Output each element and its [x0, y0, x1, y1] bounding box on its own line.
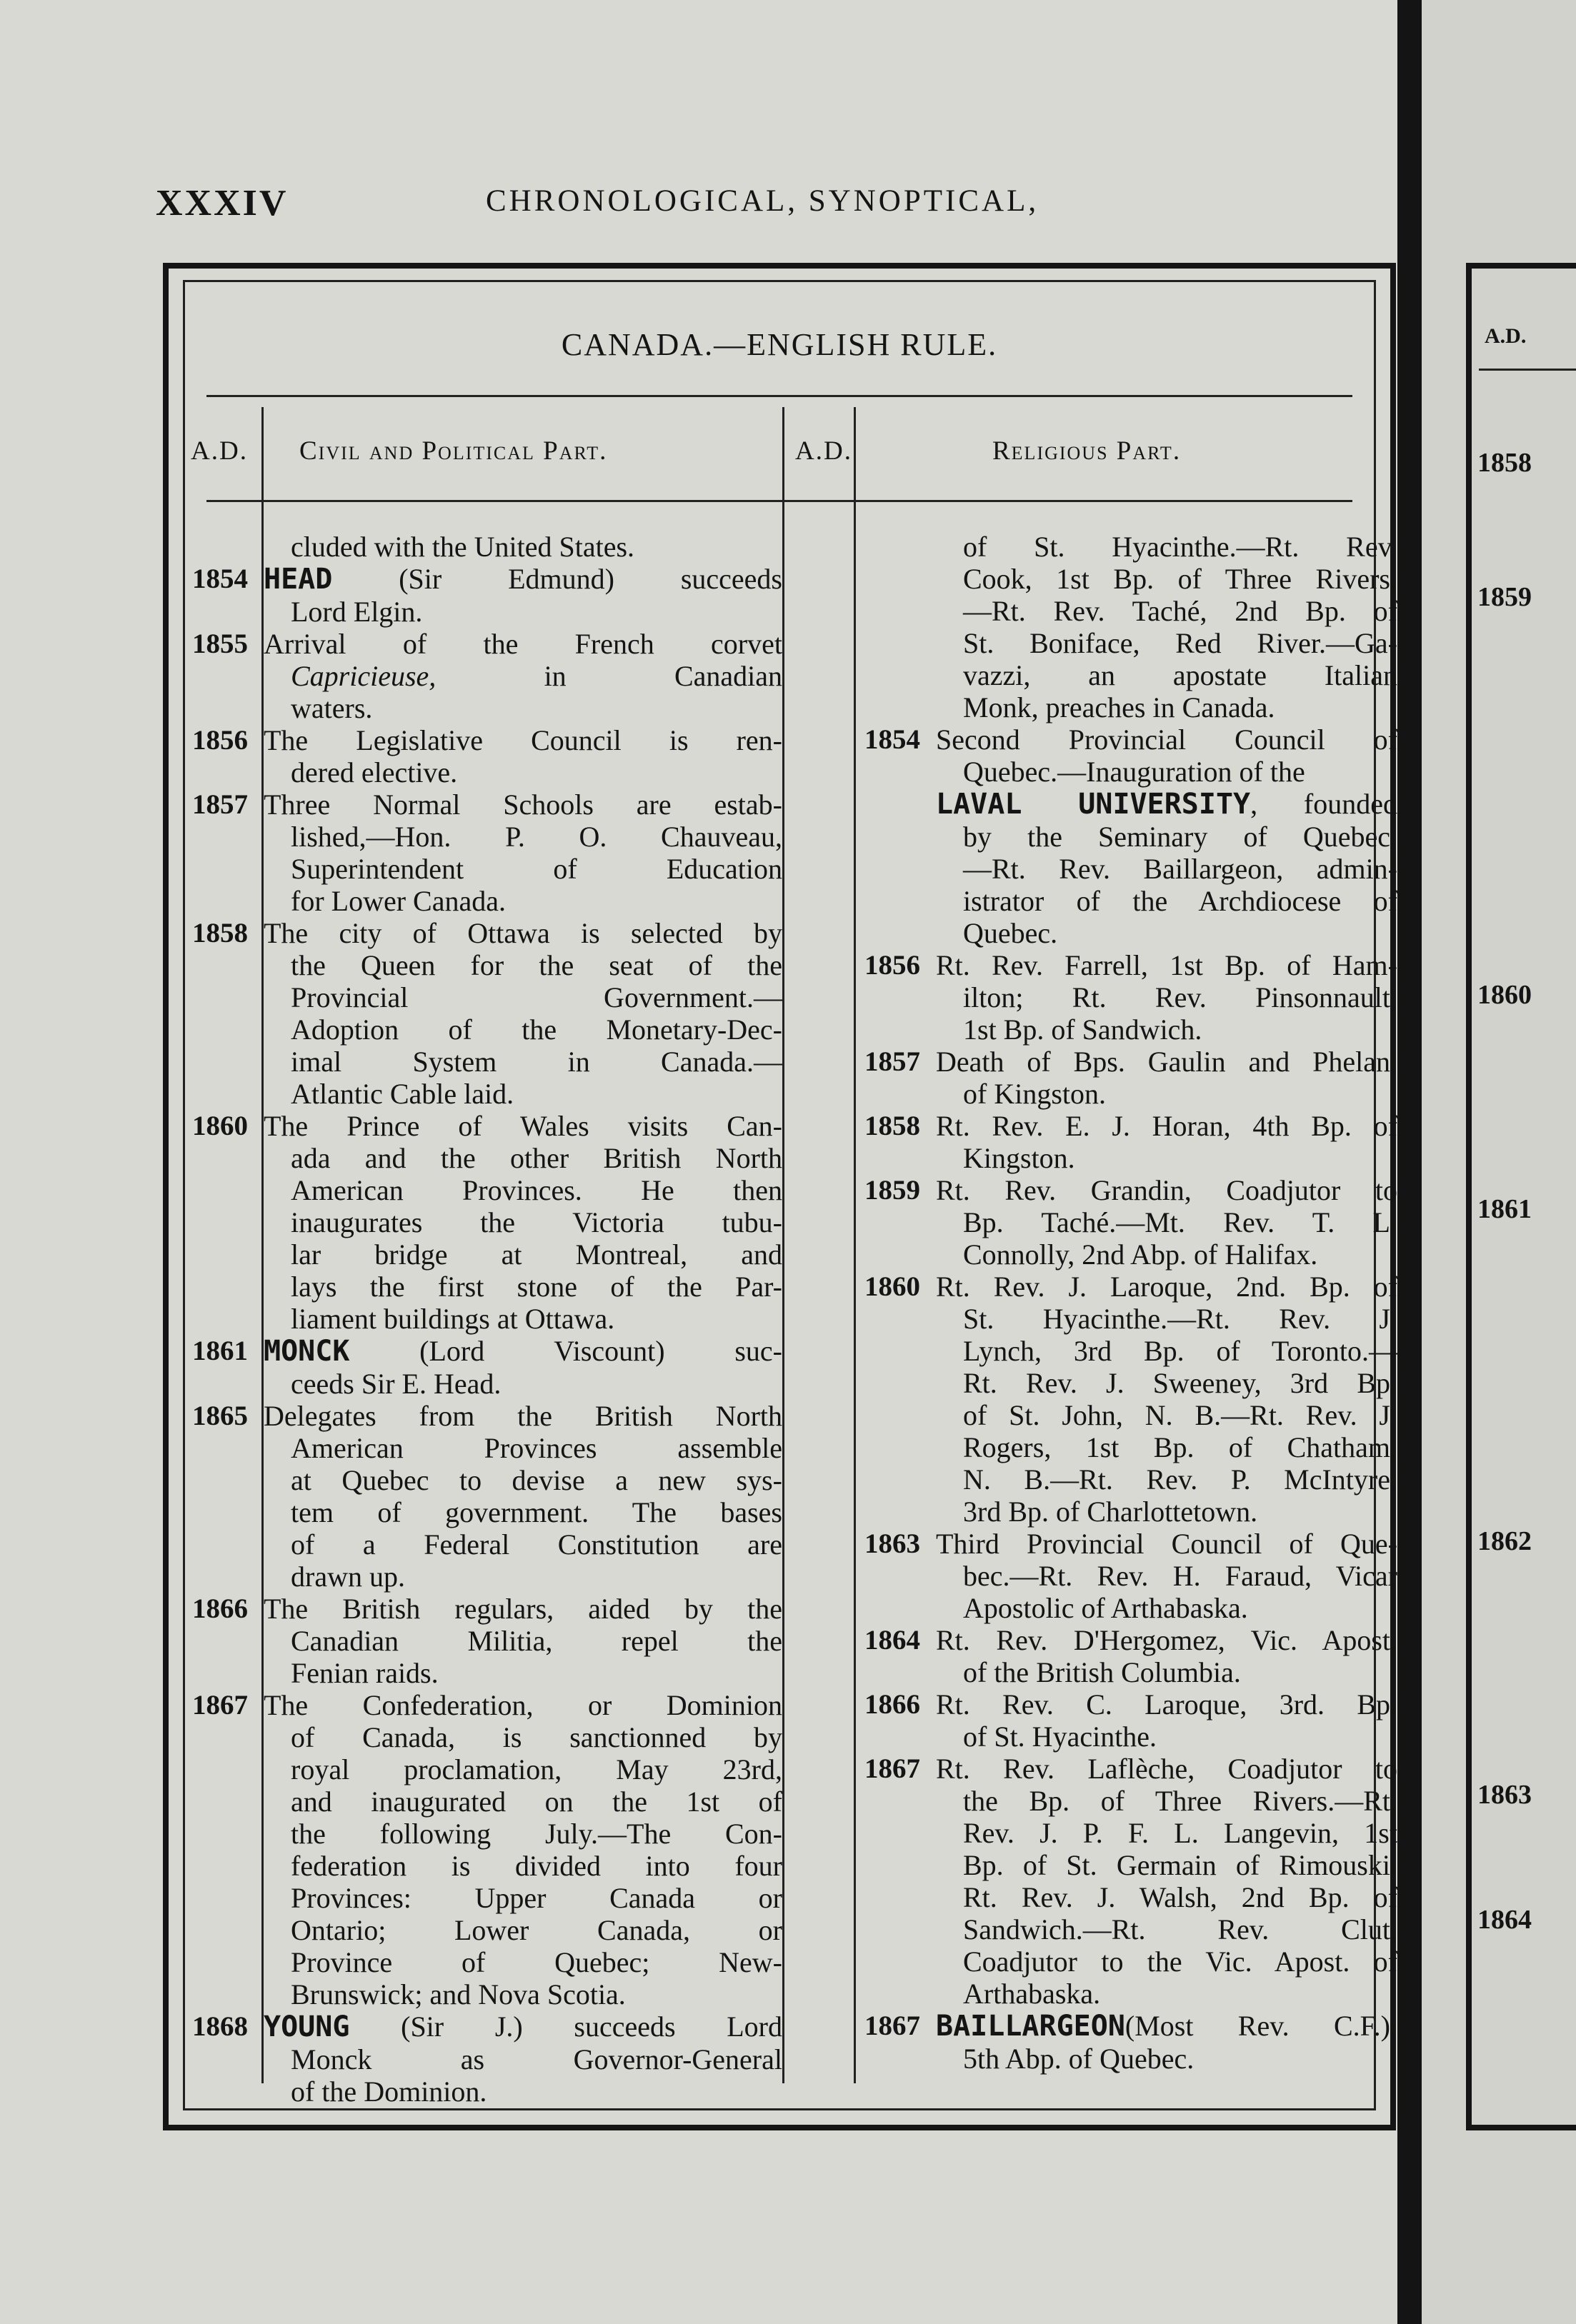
entry-year: 1866: [192, 1593, 248, 1624]
entry-line: vazzi, an apostate Italian: [963, 659, 1397, 691]
entry-line: drawn up.: [291, 1561, 405, 1593]
entry-year: 1859: [864, 1175, 920, 1206]
entry-line: The Prince of Wales visits Can-: [264, 1110, 782, 1142]
entry-text: [936, 1174, 1397, 1271]
chronology-entry: [192, 724, 782, 788]
civil-column: [192, 531, 782, 2108]
entry-year: 1861: [192, 1336, 248, 1366]
entry-line: Third Provincial Council of Que-: [936, 1528, 1397, 1560]
entry-name-rest: (Sir J.) succeeds Lord: [349, 2010, 782, 2043]
entry-year: [864, 531, 936, 723]
entry-text: [936, 1046, 1397, 1110]
col-head-religious: Religious Part.: [992, 436, 1182, 466]
entry-text: [264, 724, 782, 788]
entry-line: liament buildings at Ottawa.: [291, 1303, 615, 1335]
entry-text: [264, 531, 782, 563]
chronology-entry: [192, 531, 782, 563]
entry-text: [936, 1624, 1397, 1688]
entry-line: Lord Elgin.: [291, 596, 423, 628]
entry-line: Adoption of the Monetary-Dec-: [291, 1013, 782, 1046]
entry-line: —Rt. Rev. Taché, 2nd Bp. of: [963, 595, 1397, 627]
entry-name: LAVAL UNIVERSITY: [936, 788, 1251, 821]
entry-line: of a Federal Constitution are: [291, 1528, 782, 1561]
entry-line: royal proclamation, May 23rd,: [291, 1753, 782, 1785]
entry-text: [264, 1335, 782, 1400]
entry-line: Rt. Rev. Grandin, Coadjutor to: [936, 1174, 1397, 1206]
entry-line: dered elective.: [291, 756, 458, 788]
entry-line: Bp. Taché.—Mt. Rev. T. L.: [963, 1206, 1397, 1238]
entry-text: [264, 1593, 782, 1689]
entry-text: [936, 531, 1397, 723]
entry-year: 1868: [192, 2011, 248, 2042]
chronology-entry: [192, 917, 782, 1110]
entry-year: 1865: [192, 1401, 248, 1431]
entry-line: of St. John, N. B.—Rt. Rev. J.: [963, 1399, 1397, 1431]
entry-line: tem of government. The bases: [291, 1496, 782, 1528]
facing-col-head-ad: A.D.: [1485, 324, 1527, 348]
entry-line: The British regulars, aided by the: [264, 1593, 782, 1625]
chronology-entry: [864, 1271, 1397, 1528]
entry-line: imal System in Canada.—: [291, 1046, 782, 1078]
entry-name-rest: , founded: [1250, 788, 1398, 820]
entry-line: Cook, 1st Bp. of Three Rivers.: [963, 563, 1397, 595]
entry-line: Coadjutor to the Vic. Apost. of: [963, 1945, 1397, 1978]
entry-name: YOUNG: [264, 2010, 350, 2043]
entry-line: Arthabaska.: [963, 1978, 1101, 2010]
entry-line: Province of Quebec; New-: [291, 1946, 782, 1978]
chronology-entry: [864, 1046, 1397, 1110]
entry-year: 1857: [864, 1046, 920, 1077]
entry-line: 5th Abp. of Quebec.: [963, 2043, 1195, 2075]
entry-line: lays the first stone of the Par-: [291, 1271, 782, 1303]
entry-line: Connolly, 2nd Abp. of Halifax.: [963, 1238, 1318, 1271]
entry-line: of the British Columbia.: [963, 1656, 1241, 1688]
entry-line: The city of Ottawa is selected by: [264, 917, 782, 949]
entry-text: [936, 1528, 1397, 1624]
entry-line: lished,—Hon. P. O. Chauveau,: [291, 821, 782, 853]
entry-line: Canadian Militia, repel the: [291, 1625, 782, 1657]
entry-line: Rt. Rev. D'Hergomez, Vic. Apost.: [936, 1624, 1397, 1656]
entry-line: Provincial Government.—: [291, 981, 782, 1013]
entry-line: Lynch, 3rd Bp. of Toronto.—: [963, 1335, 1397, 1367]
entry-line: [936, 2010, 1397, 2043]
table-title: CANADA.—ENGLISH RULE.: [561, 327, 998, 362]
facing-year: 1859: [1477, 582, 1532, 612]
title-rule: [206, 395, 1352, 397]
entry-text: [936, 1688, 1397, 1753]
entry-line: Rt. Rev. Laflèche, Coadjutor to: [936, 1753, 1397, 1785]
chronology-entry: [864, 2010, 1397, 2075]
entry-line: ceeds Sir E. Head.: [291, 1368, 502, 1400]
entry-line: American Provinces assemble: [291, 1432, 782, 1464]
entry-text: [936, 949, 1397, 1046]
entry-line: the following July.—The Con-: [291, 1818, 782, 1850]
entry-text: [264, 628, 782, 724]
entry-line: Rt. Rev. J. Walsh, 2nd Bp. of: [963, 1881, 1397, 1913]
entry-line: Death of Bps. Gaulin and Phelan,: [936, 1046, 1397, 1078]
entry-line: Rt. Rev. C. Laroque, 3rd. Bp.: [936, 1688, 1397, 1721]
page-folio: XXXIV: [156, 183, 289, 224]
chronology-entry: [864, 949, 1397, 1046]
entry-line: Provinces: Upper Canada or: [291, 1882, 782, 1914]
entry-line: federation is divided into four: [291, 1850, 782, 1882]
entry-line: Fenian raids.: [291, 1657, 439, 1689]
entry-year: 1854: [864, 724, 920, 755]
entry-text: [264, 1689, 782, 2010]
page-header: [0, 182, 1397, 232]
chronology-entry: [864, 1528, 1397, 1624]
entry-year: 1857: [192, 789, 248, 820]
entry-year: 1866: [864, 1689, 920, 1720]
entry-text: [936, 1753, 1397, 2010]
table-inner-border: [183, 280, 1398, 2110]
chronology-entry: [192, 1400, 782, 1593]
divider-civil-religious: [782, 407, 784, 2083]
entry-text: [264, 917, 782, 1110]
chronology-entry: [192, 563, 782, 628]
entry-line: istrator of the Archdiocese of: [963, 885, 1397, 917]
facing-year: 1858: [1477, 448, 1532, 478]
entry-name: BAILLARGEON: [936, 2010, 1125, 2043]
entry-text: [264, 788, 782, 917]
entry-line: by the Seminary of Quebec.: [963, 821, 1397, 853]
chronology-entry: [192, 628, 782, 724]
chronology-entry: [864, 1688, 1397, 1753]
facing-page-table-fragment: [1466, 263, 1576, 2130]
entry-line: Rt. Rev. Farrell, 1st Bp. of Ham-: [936, 949, 1397, 981]
entry-year: 1860: [192, 1111, 248, 1141]
chronology-entry: [192, 788, 782, 917]
entry-line: Brunswick; and Nova Scotia.: [291, 1978, 626, 2010]
entry-line: ilton; Rt. Rev. Pinsonnault,: [963, 981, 1397, 1013]
entry-year: [864, 788, 936, 949]
entry-line: of St. Hyacinthe.—Rt. Rev.: [963, 531, 1397, 563]
entry-line: Rt. Rev. E. J. Horan, 4th Bp. of: [936, 1110, 1397, 1142]
chronology-entry: [864, 531, 1397, 723]
facing-year: 1860: [1477, 980, 1532, 1010]
entry-year: 1863: [864, 1528, 920, 1559]
entry-line: Monck as Governor-General: [291, 2043, 782, 2075]
entry-text: [264, 2010, 782, 2108]
entry-line: bec.—Rt. Rev. H. Faraud, Vicar: [963, 1560, 1397, 1592]
entry-text: [936, 2010, 1397, 2075]
facing-header-rule: [1479, 369, 1576, 371]
entry-line: 1st Bp. of Sandwich.: [963, 1013, 1202, 1046]
entry-line: Capricieuse, in Canadian: [291, 660, 782, 692]
entry-year: 1858: [864, 1111, 920, 1141]
entry-text: [936, 1110, 1397, 1174]
entry-line: Arrival of the French corvet: [264, 628, 782, 660]
entry-line: of Canada, is sanctionned by: [291, 1721, 782, 1753]
entry-line: Three Normal Schools are estab-: [264, 788, 782, 821]
entry-line: American Provinces. He then: [291, 1174, 782, 1206]
entry-year: [192, 531, 264, 563]
entry-name-rest: (Most Rev. C.F.),: [1124, 2010, 1397, 2042]
entry-line: [264, 2010, 782, 2043]
facing-year: 1863: [1477, 1780, 1532, 1810]
entry-name: MONCK: [264, 1335, 350, 1368]
entry-text: [936, 788, 1397, 949]
entry-line: Atlantic Cable laid.: [291, 1078, 514, 1110]
chronology-entry: [864, 1624, 1397, 1688]
entry-text: [936, 1271, 1397, 1528]
entry-line: Apostolic of Arthabaska.: [963, 1592, 1248, 1624]
entry-line: Quebec.: [963, 917, 1058, 949]
entry-line: N. B.—Rt. Rev. P. McIntyre,: [963, 1463, 1397, 1496]
chronology-entry: [192, 2010, 782, 2108]
entry-year: 1867: [864, 1753, 920, 1784]
entry-line: at Quebec to devise a new sys-: [291, 1464, 782, 1496]
running-title: CHRONOLOGICAL, SYNOPTICAL,: [486, 184, 1039, 218]
entry-text: [936, 723, 1397, 788]
entry-line: Sandwich.—Rt. Rev. Clut,: [963, 1913, 1397, 1945]
divider-year-religious: [854, 407, 856, 2083]
entry-line: of St. Hyacinthe.: [963, 1721, 1157, 1753]
entry-line: Kingston.: [963, 1142, 1075, 1174]
chronology-entry: [864, 788, 1397, 949]
col-head-ad-religious: A.D.: [795, 436, 852, 466]
entry-year: 1855: [192, 628, 248, 659]
entry-year: 1856: [864, 950, 920, 981]
facing-year: 1861: [1477, 1194, 1532, 1224]
entry-name-rest: (Sir Edmund) succeeds: [332, 563, 782, 595]
entry-line: The Legislative Council is ren-: [264, 724, 782, 756]
entry-line: St. Boniface, Red River.—Ga-: [963, 627, 1397, 659]
col-head-civil: Civil and Political Part.: [299, 436, 608, 466]
entry-line: The Confederation, or Dominion: [264, 1689, 782, 1721]
entry-line: [936, 788, 1397, 821]
entry-line: cluded with the United States.: [291, 531, 635, 563]
col-head-ad-civil: A.D.: [191, 436, 248, 466]
entry-line: Rogers, 1st Bp. of Chatham,: [963, 1431, 1397, 1463]
facing-year: 1862: [1477, 1526, 1532, 1556]
entry-line: the Bp. of Three Rivers.—Rt.: [963, 1785, 1397, 1817]
ship-name: Capricieuse,: [291, 660, 437, 692]
entry-line: Rt. Rev. J. Laroque, 2nd. Bp. of: [936, 1271, 1397, 1303]
entry-line: for Lower Canada.: [291, 885, 506, 917]
entry-line: [264, 1335, 782, 1368]
entry-line: 3rd Bp. of Charlottetown.: [963, 1496, 1258, 1528]
entry-line: Second Provincial Council of: [936, 723, 1397, 756]
entry-line: St. Hyacinthe.—Rt. Rev. J.: [963, 1303, 1397, 1335]
entry-year: 1854: [192, 564, 248, 594]
chronology-entry: [864, 1110, 1397, 1174]
entry-line: waters.: [291, 692, 373, 724]
entry-line: the Queen for the seat of the: [291, 949, 782, 981]
entry-name: HEAD: [264, 563, 333, 596]
page-gutter-edge: [1397, 0, 1422, 2324]
entry-year: 1867: [192, 1690, 248, 1721]
entry-line: and inaugurated on the 1st of: [291, 1785, 782, 1818]
entry-line: Superintendent of Education: [291, 853, 782, 885]
religious-column: [864, 531, 1397, 2075]
entry-year: 1860: [864, 1271, 920, 1302]
entry-line: Ontario; Lower Canada, or: [291, 1914, 782, 1946]
entry-line: of the Dominion.: [291, 2075, 487, 2108]
header-rule: [206, 500, 1352, 502]
chronology-table: [163, 263, 1396, 2130]
chronology-entry: [864, 1174, 1397, 1271]
entry-line: inaugurates the Victoria tubu-: [291, 1206, 782, 1238]
facing-year: 1864: [1477, 1905, 1532, 1935]
chronology-entry: [192, 1335, 782, 1400]
entry-text: [264, 1400, 782, 1593]
chronology-entry: [864, 1753, 1397, 2010]
entry-line: Quebec.—Inauguration of the: [963, 756, 1305, 788]
entry-name-rest: (Lord Viscount) suc-: [349, 1335, 782, 1367]
entry-year: 1864: [864, 1625, 920, 1656]
entry-line: [264, 563, 782, 596]
entry-line: lar bridge at Montreal, and: [291, 1238, 782, 1271]
entry-line: Monk, preaches in Canada.: [963, 691, 1275, 723]
chronology-entry: [192, 1593, 782, 1689]
entry-text: [264, 563, 782, 628]
entry-year: 1858: [192, 918, 248, 948]
entry-line: —Rt. Rev. Baillargeon, admin-: [963, 853, 1397, 885]
entry-line: Rt. Rev. J. Sweeney, 3rd Bp.: [963, 1367, 1397, 1399]
entry-year: 1856: [192, 725, 248, 756]
entry-line: of Kingston.: [963, 1078, 1106, 1110]
entry-line: ada and the other British North: [291, 1142, 782, 1174]
chronology-entry: [192, 1689, 782, 2010]
entry-line: Bp. of St. Germain of Rimouski.: [963, 1849, 1397, 1881]
entry-line: Delegates from the British North: [264, 1400, 782, 1432]
entry-year: 1867: [864, 2010, 920, 2041]
entry-text: [264, 1110, 782, 1335]
chronology-entry: [192, 1110, 782, 1335]
entry-line: Rev. J. P. F. L. Langevin, 1st: [963, 1817, 1397, 1849]
chronology-entry: [864, 723, 1397, 788]
